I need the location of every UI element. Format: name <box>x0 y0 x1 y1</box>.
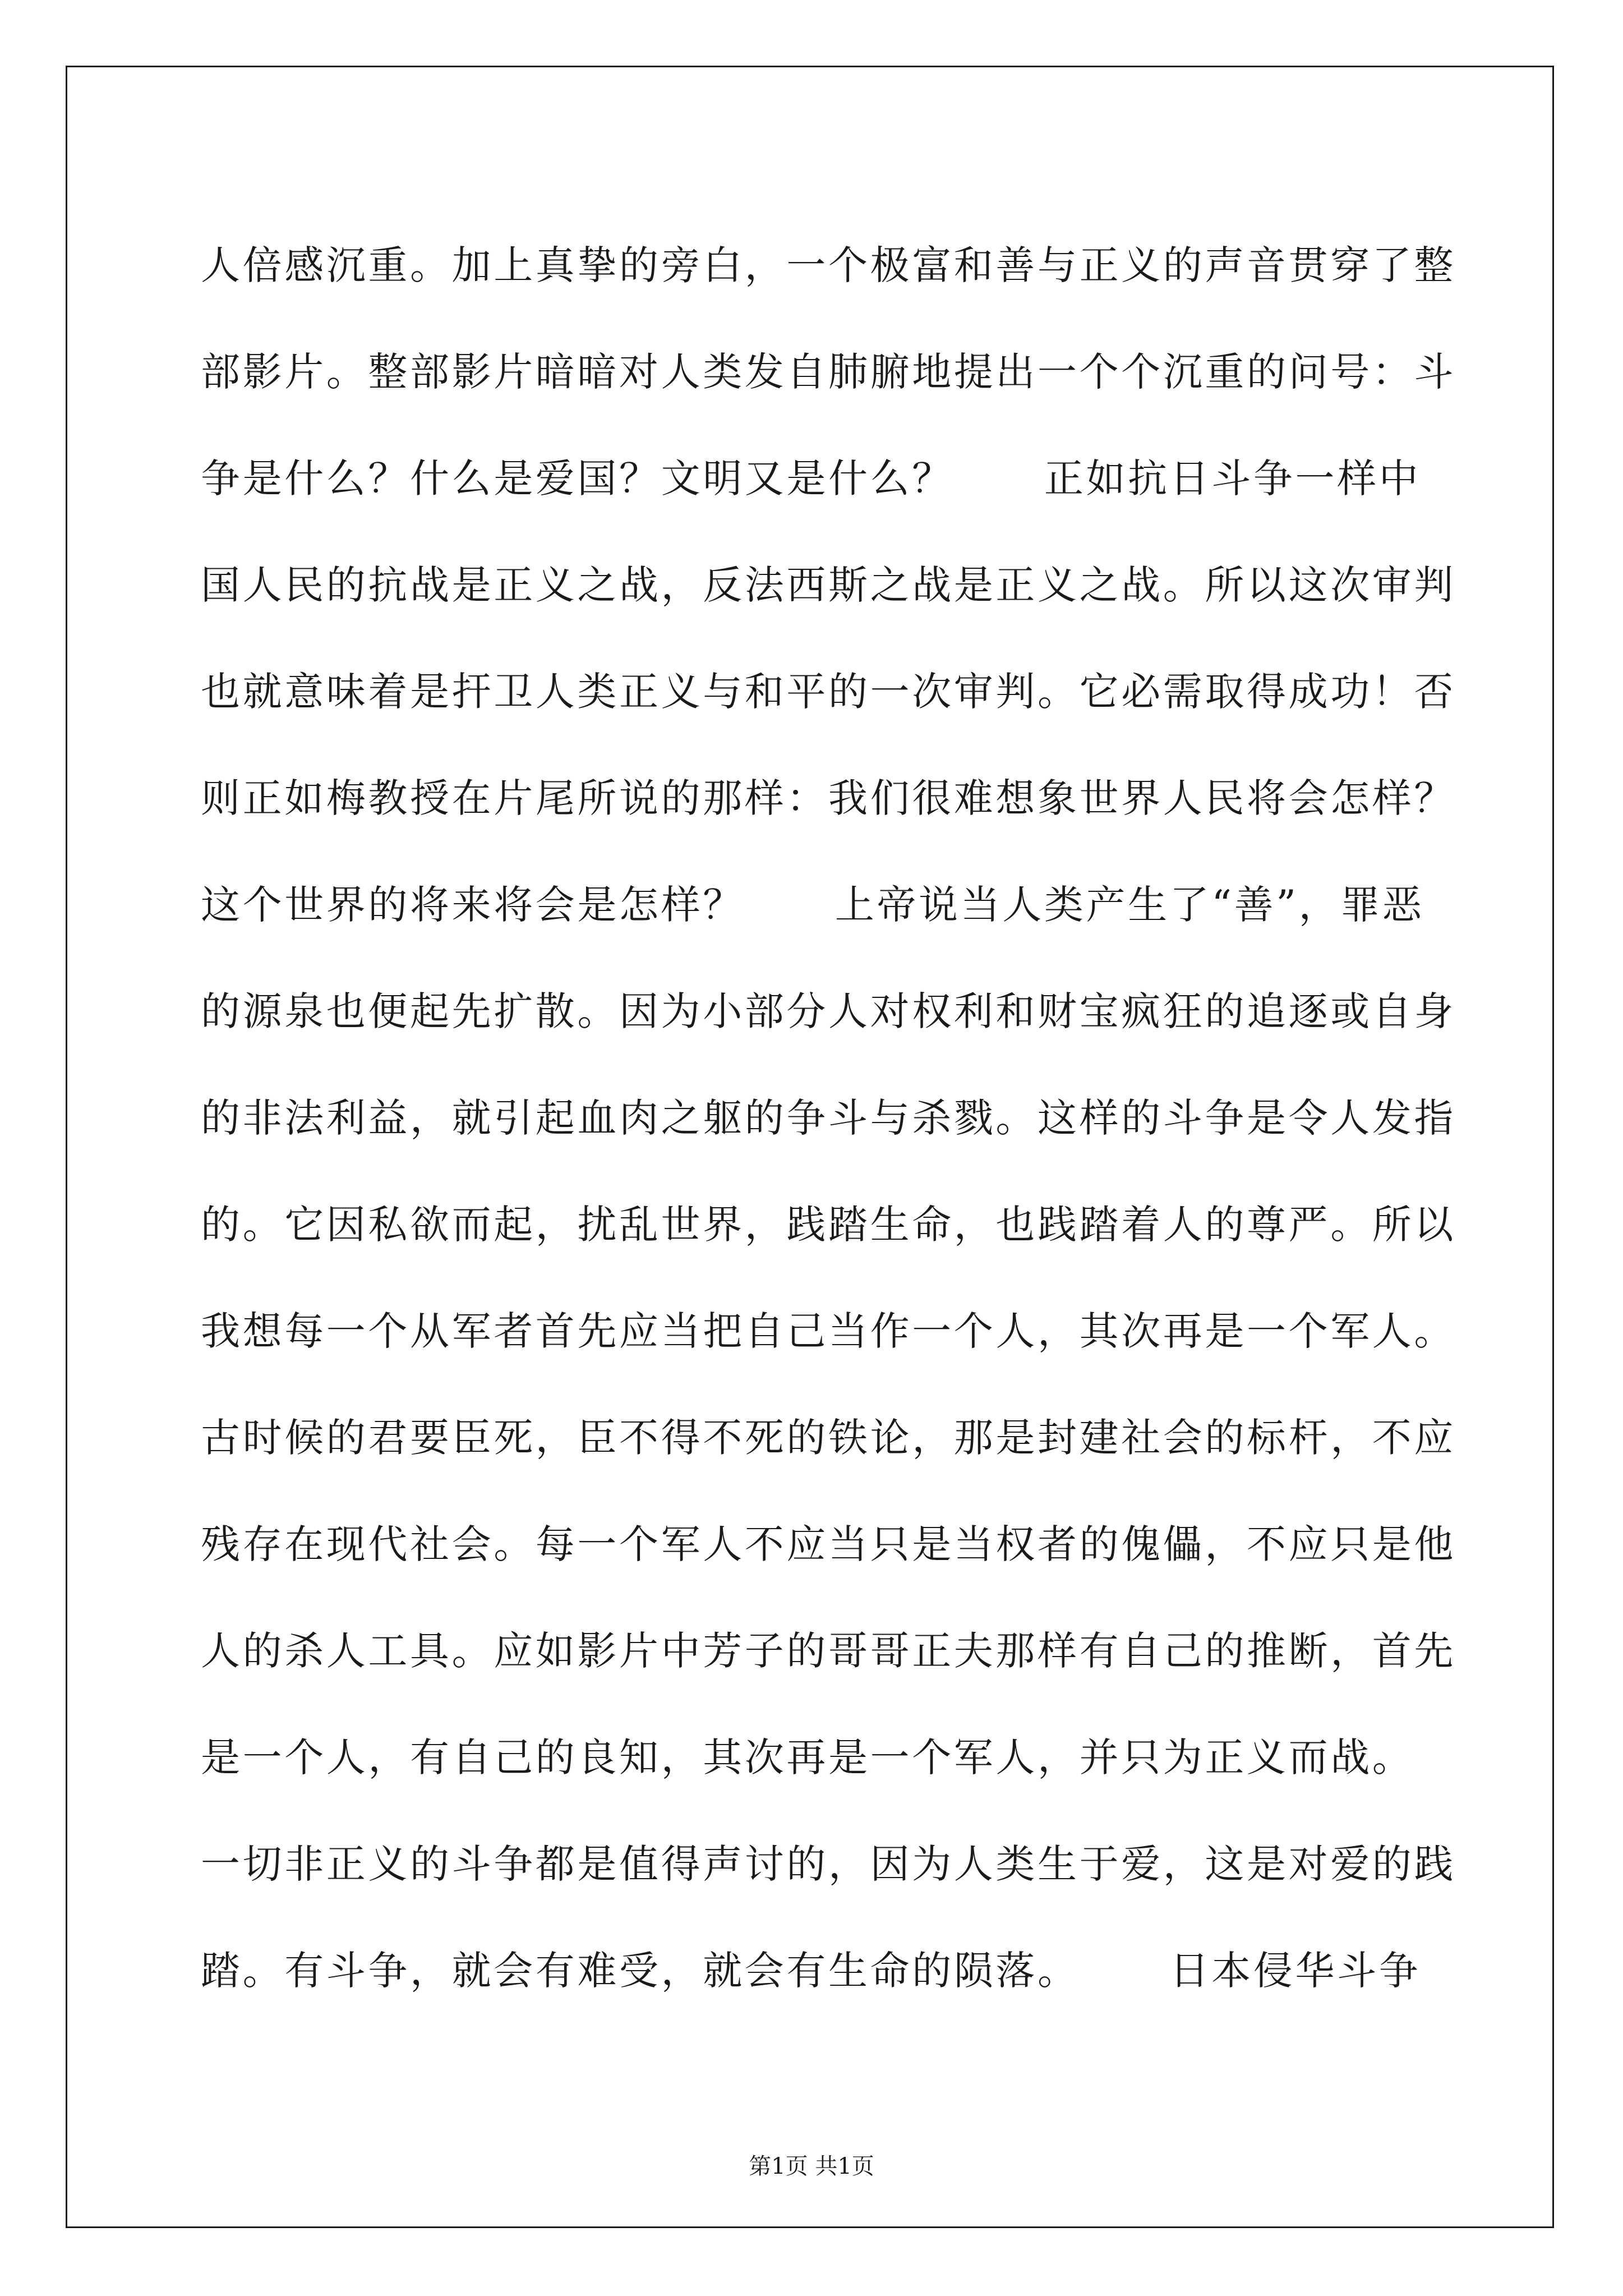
text-line: 的。它因私欲而起，扰乱世界，践踏生命，也践踏着人的尊严。所以 <box>201 1202 1456 1248</box>
text-line: 是一个人，有自己的良知，其次再是一个军人，并只为正义而战。 <box>201 1734 1414 1780</box>
page-footer: 第1页 共1页 <box>749 2154 874 2179</box>
document-body <box>201 212 1456 2024</box>
text-line: 的非法利益，就引起血肉之躯的争斗与杀戮。这样的斗争是令人发指 <box>201 1095 1456 1141</box>
text-line: 这个世界的将来将会是怎样？ 上帝说当人类产生了“善”，罪恶 <box>201 882 1424 928</box>
text-line: 争是什么？什么是爱国？文明又是什么？ 正如抗日斗争一样中 <box>201 455 1421 501</box>
text-line: 国人民的抗战是正义之战，反法西斯之战是正义之战。所以这次审判 <box>201 562 1456 608</box>
text-line: 我想每一个从军者首先应当把自己当作一个人，其次再是一个军人。 <box>201 1308 1456 1354</box>
text-line: 部影片。整部影片暗暗对人类发自肺腑地提出一个个沉重的问号：斗 <box>201 349 1456 395</box>
text-line: 一切非正义的斗争都是值得声讨的，因为人类生于爱，这是对爱的践 <box>201 1841 1456 1887</box>
text-line: 残存在现代社会。每一个军人不应当只是当权者的傀儡，不应只是他 <box>201 1521 1456 1567</box>
text-line: 人倍感沉重。加上真挚的旁白，一个极富和善与正义的声音贯穿了整 <box>201 242 1456 288</box>
text-line: 则正如梅教授在片尾所说的那样：我们很难想象世界人民将会怎样？ <box>201 775 1456 821</box>
text-line: 人的杀人工具。应如影片中芳子的哥哥正夫那样有自己的推断，首先 <box>201 1628 1456 1674</box>
text-line: 踏。有斗争，就会有难受，就会有生命的陨落。 日本侵华斗争 <box>201 1948 1421 1994</box>
text-line: 也就意味着是扞卫人类正义与和平的一次审判。它必需取得成功！否 <box>201 669 1456 715</box>
text-line: 古时候的君要臣死，臣不得不死的铁论，那是封建社会的标杆，不应 <box>201 1415 1456 1461</box>
text-line: 的源泉也便起先扩散。因为小部分人对权利和财宝疯狂的追逐或自身 <box>201 988 1456 1034</box>
